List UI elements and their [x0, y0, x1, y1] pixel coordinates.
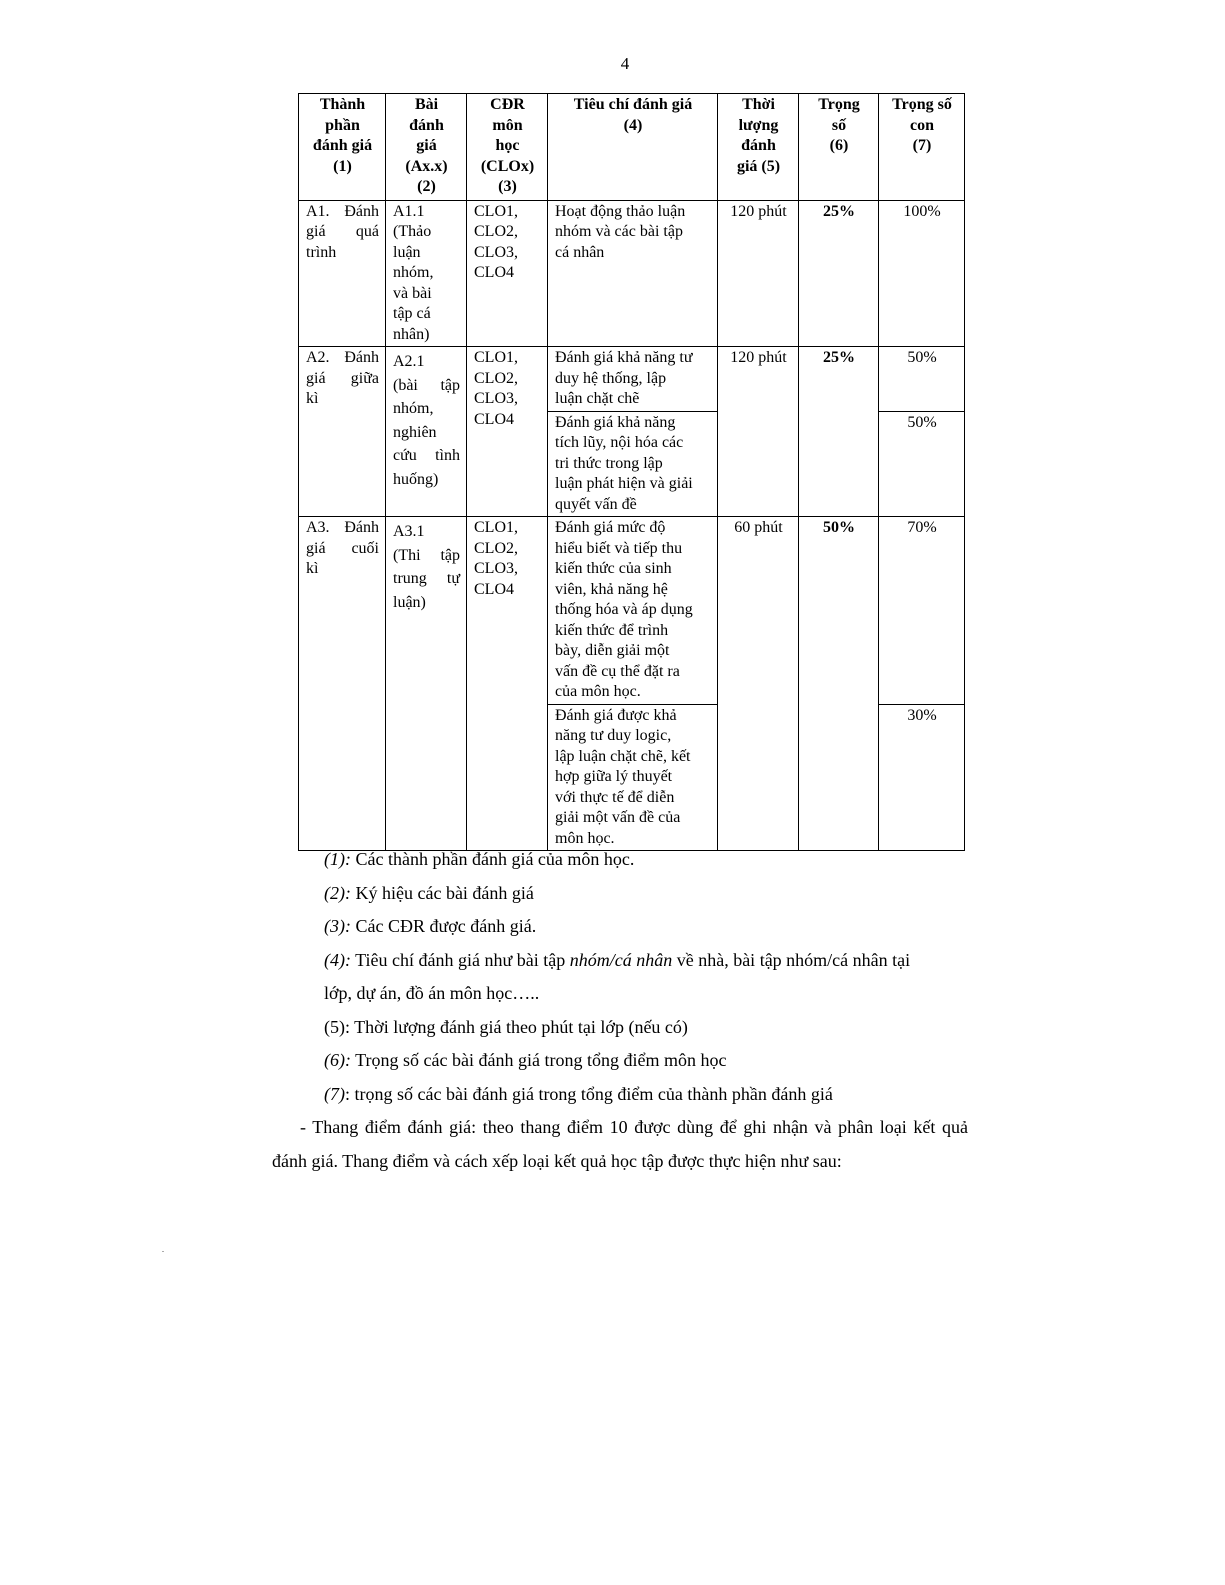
clo-a1: CLO1, CLO2, CLO3, CLO4 — [467, 200, 548, 347]
note-4: (4): Tiêu chí đánh giá như bài tập nhóm/cá nhân về nhà, bài tập nhóm/cá nhân tại — [324, 949, 911, 970]
sub-weight-a1: 100% — [879, 200, 965, 347]
note-1: (1): Các thành phần đánh giá của môn học. — [324, 849, 635, 869]
criteria-a2-2: Đánh giá khả năng tích lũy, nội hóa các tri thức trong lập luận phát hiện và giải quyết vấn đề — [548, 411, 718, 517]
assessment-a3: A3.1 (Thi tập trung tự luận) — [386, 517, 467, 851]
duration-a3: 60 phút — [718, 517, 799, 851]
assessment-a1: A1.1 (Thảo luận nhóm, và bài tập cá nhân) — [386, 200, 467, 347]
header-clo: CĐR môn học (CLOx) (3) — [467, 94, 548, 201]
table-row-a1 — [299, 200, 965, 347]
note-2: (2): Ký hiệu các bài đánh giá — [324, 882, 534, 903]
page-mark — [162, 1251, 164, 1252]
table-row-a2-1 — [299, 347, 965, 412]
criteria-a3-2: Đánh giá được khả năng tư duy logic, lập luận chặt chẽ, kết hợp giữa lý thuyết với thực tế để diễn giải một vấn đề của môn học. — [548, 704, 718, 851]
page-number: 4 — [620, 54, 630, 73]
note-3: (3): Các CĐR được đánh giá. — [324, 916, 537, 936]
duration-a1: 120 phút — [718, 200, 799, 347]
sub-weight-a3-1: 70% — [879, 517, 965, 705]
criteria-a1: Hoạt động thảo luận nhóm và các bài tập cá nhân — [548, 200, 718, 347]
header-weight: Trọng số (6) — [799, 94, 879, 201]
sub-weight-a2-2: 50% — [879, 411, 965, 517]
header-sub-weight: Trọng số con (7) — [879, 94, 965, 201]
note-5: (5): Thời lượng đánh giá theo phút tại lớp (nếu có) — [324, 1016, 688, 1037]
assessment-table — [298, 93, 965, 851]
weight-a3: 50% — [799, 517, 879, 851]
assessment-a2: A2.1 (bài tập nhóm, nghiên cứu tình huống) — [386, 347, 467, 517]
criteria-a3-1: Đánh giá mức độ hiểu biết và tiếp thu kiến thức của sinh viên, khả năng hệ thống hóa và áp dụng kiến thức để trình bày, diễn giải một vấn đề cụ thể đặt ra của môn học. — [548, 517, 718, 705]
criteria-a2-1: Đánh giá khả năng tư duy hệ thống, lập luận chặt chẽ — [548, 347, 718, 412]
clo-a3: CLO1, CLO2, CLO3, CLO4 — [467, 517, 548, 851]
duration-a2: 120 phút — [718, 347, 799, 517]
header-assessment: Bài đánh giá (Ax.x) (2) — [386, 94, 467, 201]
table-row-a3-1 — [299, 517, 965, 705]
header-criteria: Tiêu chí đánh giá (4) — [548, 94, 718, 201]
component-a2: A2. Đánh giá giữa kì — [299, 347, 386, 517]
table-notes — [272, 843, 968, 1178]
weight-a1: 25% — [799, 200, 879, 347]
table-header-row — [299, 94, 965, 201]
weight-a2: 25% — [799, 347, 879, 517]
component-a1: A1. Đánh giá quá trình — [299, 200, 386, 347]
note-4-continuation: lớp, dự án, đồ án môn học….. — [324, 983, 540, 1003]
header-duration: Thời lượng đánh giá (5) — [718, 94, 799, 201]
component-a3: A3. Đánh giá cuối kì — [299, 517, 386, 851]
grading-paragraph: - Thang điểm đánh giá: theo thang điểm 10 được dùng để ghi nhận và phân loại kết quả đánh giá. Thang điểm và cách xếp loại kết quả học tập được thực hiện như sau: — [272, 1117, 968, 1171]
note-6: (6): Trọng số các bài đánh giá trong tổng điểm môn học — [324, 1050, 727, 1070]
sub-weight-a3-2: 30% — [879, 704, 965, 851]
header-component: Thành phần đánh giá (1) — [299, 94, 386, 201]
clo-a2: CLO1, CLO2, CLO3, CLO4 — [467, 347, 548, 517]
sub-weight-a2-1: 50% — [879, 347, 965, 412]
note-7: (7): trọng số các bài đánh giá trong tổng điểm của thành phần đánh giá — [324, 1083, 833, 1104]
